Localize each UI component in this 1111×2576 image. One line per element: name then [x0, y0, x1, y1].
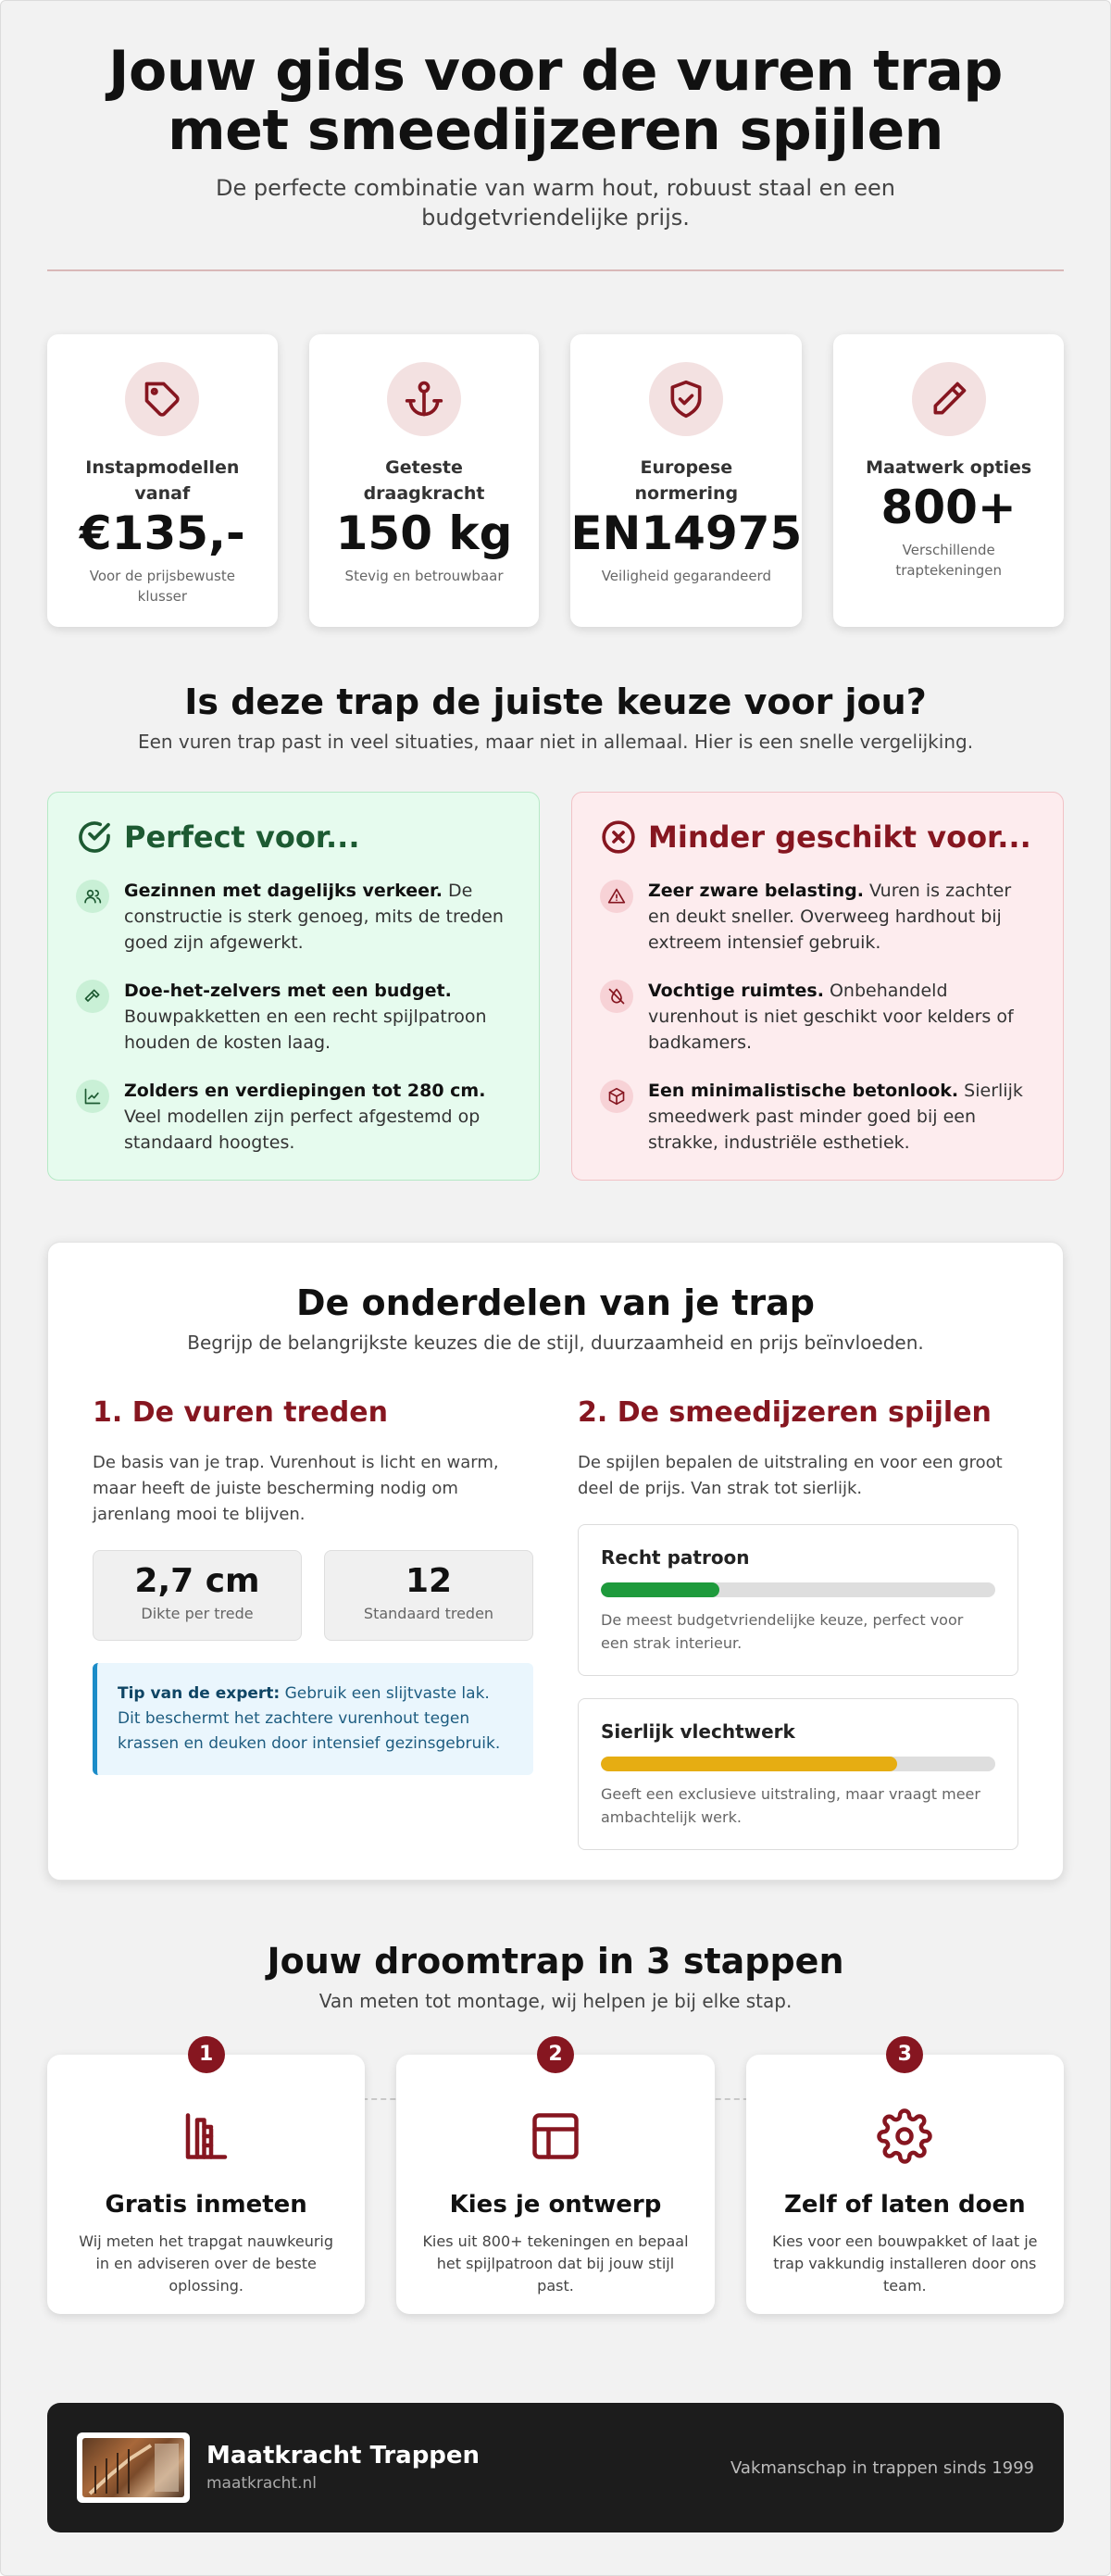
hammer-icon [76, 980, 109, 1013]
brand-url[interactable]: maatkracht.nl [206, 2474, 317, 2493]
option-title: Sierlijk vlechtwerk [601, 1720, 795, 1743]
section-subtitle: Van meten tot montage, wij helpen je bij elke stap. [318, 1990, 793, 2012]
page-subtitle: De perfecte combinatie van warm hout, robuust staal en een budgetvriendelijke prijs. [215, 175, 895, 231]
list-item [600, 978, 1035, 1056]
pencil-icon [912, 362, 986, 436]
item-text: De constructie is sterk genoeg, mits de treden goed zijn afgewerkt. [124, 881, 504, 953]
no-water-icon [600, 980, 633, 1013]
item-text: Vuren is zachter en deukt sneller. Overweeg hardhout bij extreem intensief gebruik. [648, 881, 1012, 953]
hero [47, 1, 1064, 232]
step-number: 1 [188, 2036, 225, 2073]
item-title: Een minimalistische betonlook. [648, 1081, 959, 1101]
option-title: Recht patroon [601, 1546, 750, 1569]
tip-text: Gebruik een slijtvaste lak. Dit beschermt het zachtere vurenhout tegen krassen en deuken door intensief gezinsgebruik. [118, 1684, 501, 1753]
ruler-icon [179, 2108, 234, 2164]
column-intro: De spijlen bepalen de uitstraling en voor een groot deel de prijs. Van strak tot sierlijk. [578, 1453, 1003, 1498]
item-title: Doe-het-zelvers met een budget. [124, 981, 452, 1001]
stat-value: €135,- [79, 506, 245, 560]
users-icon [76, 880, 109, 913]
stats-row [47, 334, 1064, 627]
chart-line-icon [76, 1080, 109, 1113]
item-text: Veel modellen zijn perfect afgestemd op standaard hoogtes. [124, 1107, 481, 1153]
stat-value: 800+ [880, 481, 1017, 534]
fact-value: 2,7 cm [134, 1562, 260, 1600]
treden-column [93, 1396, 533, 1850]
list-item [76, 1078, 511, 1156]
step-number: 3 [886, 2036, 923, 2073]
stat-label: Geteste draagkracht [363, 457, 485, 504]
list-item [600, 878, 1035, 956]
check-circle-icon [76, 819, 113, 856]
section-title: De onderdelen van je trap [296, 1282, 815, 1323]
box-icon [600, 1080, 633, 1113]
column-intro: De basis van je trap. Vurenhout is licht en warm, maar heeft de juiste bescherming nodig om jarenlang mooi te blijven. [93, 1453, 499, 1524]
stat-sub: Voor de prijsbewuste klusser [89, 568, 235, 605]
logo-image [82, 2438, 184, 2497]
item-text: Bouwpakketten en een recht spijlpatroon houden de kosten laag. [124, 1007, 487, 1053]
stat-sub: Verschillende traptekeningen [895, 542, 1003, 579]
footer [47, 2403, 1064, 2532]
step-card-measure [47, 2043, 365, 2314]
section-subtitle: Begrijp de belangrijkste keuzes die de stijl, duurzaamheid en prijs beïnvloeden. [187, 1332, 924, 1354]
option-text: De meest budgetvriendelijke keuze, perfect voor een strak interieur. [601, 1611, 964, 1652]
step-card-design [396, 2043, 714, 2314]
warning-icon [600, 880, 633, 913]
step-card-install [746, 2043, 1064, 2314]
option-bar [601, 1757, 995, 1771]
fact-value: 12 [405, 1562, 453, 1600]
layout-icon [528, 2108, 583, 2164]
stat-label: Instapmodellen vanaf [85, 457, 240, 504]
option-text: Geeft een exclusieve uitstraling, maar vraagt meer ambachtelijk werk. [601, 1785, 980, 1826]
item-text: Sierlijk smeedwerk past minder goed bij een strakke, industriële esthetiek. [648, 1081, 1023, 1153]
step-title: Kies je ontwerp [449, 2191, 662, 2219]
section-title: Is deze trap de juiste keuze voor jou? [184, 682, 927, 722]
step-text: Kies uit 800+ tekeningen en bepaal het spijlpatroon dat bij jouw stijl past. [422, 2232, 689, 2295]
good-heading: Perfect voor... [124, 819, 360, 855]
fact-label: Dikte per trede [141, 1605, 254, 1622]
stat-value: EN14975 [570, 506, 803, 560]
less-suited-card [571, 792, 1064, 1181]
section-subtitle: Een vuren trap past in veel situaties, maar niet in allemaal. Hier is een snelle vergelijking. [137, 731, 974, 753]
stat-card-custom [833, 334, 1064, 627]
item-title: Gezinnen met dagelijks verkeer. [124, 881, 443, 901]
column-heading: 2. De smeedijzeren spijlen [578, 1396, 992, 1429]
stat-card-load [309, 334, 540, 627]
stat-label: Europese normering [634, 457, 739, 504]
footer-tagline: Vakmanschap in trappen sinds 1999 [730, 2457, 1034, 2478]
item-text: Onbehandeld vurenhout is niet geschikt voor kelders of badkamers. [648, 981, 1014, 1053]
spijlen-column [578, 1396, 1018, 1850]
stat-value: 150 kg [335, 506, 513, 560]
shield-check-icon [649, 362, 723, 436]
page-title: Jouw gids voor de vuren trap met smeedijzeren spijlen [108, 39, 1003, 163]
option-ornate [578, 1698, 1018, 1850]
stat-card-norm [570, 334, 802, 627]
fact-label: Standaard treden [363, 1605, 494, 1622]
parts-card [47, 1242, 1064, 1881]
step-title: Zelf of laten doen [783, 2191, 1026, 2219]
step-text: Kies voor een bouwpakket of laat je trap vakkundig installeren door ons team. [772, 2232, 1038, 2295]
fact-steps [324, 1550, 533, 1641]
list-item [600, 1078, 1035, 1156]
expert-tip [93, 1663, 533, 1775]
fit-section [47, 681, 1064, 1181]
column-heading: 1. De vuren treden [93, 1396, 388, 1429]
section-title: Jouw droomtrap in 3 stappen [267, 1941, 844, 1982]
option-bar-fill [601, 1582, 719, 1597]
option-bar-fill [601, 1757, 897, 1771]
stat-sub: Stevig en betrouwbaar [344, 568, 504, 584]
item-title: Vochtige ruimtes. [648, 981, 824, 1001]
stat-label: Maatwerk opties [866, 457, 1032, 478]
stat-sub: Veiligheid gegarandeerd [601, 568, 771, 584]
divider [47, 269, 1064, 271]
anchor-icon [387, 362, 461, 436]
step-text: Wij meten het trapgat nauwkeurig in en adviseren over de beste oplossing. [79, 2232, 334, 2295]
bad-heading: Minder geschikt voor... [648, 819, 1031, 855]
gear-icon [877, 2108, 932, 2164]
list-item [76, 878, 511, 956]
tip-label: Tip van de expert: [118, 1684, 281, 1703]
steps-section [47, 1940, 1064, 2314]
option-straight [578, 1524, 1018, 1676]
tag-icon [125, 362, 199, 436]
item-title: Zolders en verdiepingen tot 280 cm. [124, 1081, 486, 1101]
item-title: Zeer zware belasting. [648, 881, 864, 901]
fact-thickness [93, 1550, 302, 1641]
x-circle-icon [600, 819, 637, 856]
list-item [76, 978, 511, 1056]
step-title: Gratis inmeten [105, 2191, 307, 2219]
logo[interactable] [77, 2432, 190, 2503]
stat-card-price [47, 334, 278, 627]
option-bar [601, 1582, 995, 1597]
brand-name: Maatkracht Trappen [206, 2442, 481, 2470]
good-for-card [47, 792, 540, 1181]
step-number: 2 [537, 2036, 574, 2073]
